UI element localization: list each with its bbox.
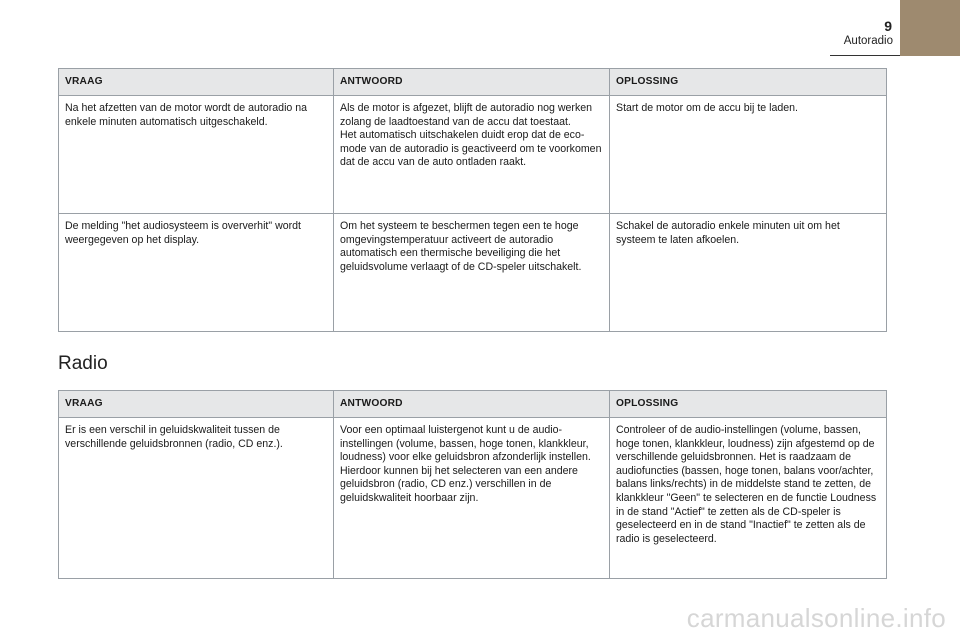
chapter-title: Autoradio bbox=[843, 35, 893, 47]
table-header-row bbox=[59, 391, 887, 418]
column-header-answer: ANTWOORD bbox=[334, 69, 610, 96]
column-header-question: VRAAG bbox=[59, 69, 334, 96]
answer-cell: Voor een optimaal luistergenot kunt u de audio-instellingen (volume, bassen, hoge tonen, klankkleur, loudness) voor elke geluidsbron afzonderlijk instellen. Hierdoor kunnen bij het selecteren van een andere geluidsbron (radio, CD enz.) verschillen in de geluidskwaliteit hoorbaar zijn. bbox=[334, 418, 610, 579]
table-header-row bbox=[59, 69, 887, 96]
answer-cell: Om het systeem te beschermen tegen een te hoge omgevingstemperatuur activeert de autoradio automatisch een thermische beveiliging die het geluidsvolume verlaagt of de CD-speler uitschakelt. bbox=[334, 214, 610, 332]
section-title-radio: Radio bbox=[58, 353, 108, 374]
troubleshooting-table-radio bbox=[58, 390, 887, 579]
question-cell: Na het afzetten van de motor wordt de autoradio na enkele minuten automatisch uitgeschakeld. bbox=[59, 96, 334, 214]
page-corner-tab bbox=[900, 0, 960, 56]
column-header-solution: OPLOSSING bbox=[610, 69, 887, 96]
table-row bbox=[59, 96, 887, 214]
column-header-answer: ANTWOORD bbox=[334, 391, 610, 418]
solution-cell: Start de motor om de accu bij te laden. bbox=[610, 96, 887, 214]
watermark-text: carmanualsonline.info bbox=[686, 603, 946, 633]
column-header-solution: OPLOSSING bbox=[610, 391, 887, 418]
troubleshooting-table-general bbox=[58, 68, 887, 332]
column-header-question: VRAAG bbox=[59, 391, 334, 418]
page-number: 9 bbox=[884, 18, 892, 34]
solution-cell: Controleer of de audio-instellingen (volume, bassen, hoge tonen, klankkleur, loudness) zijn afgestemd op de verschillende geluidsbronnen. Het is raadzaam de audiofuncties (bassen, hoge tonen, balans voor/achter, balans links/rechts) in de middelste stand te zetten, de klankkleur "Geen" te selecteren en de functie Loudness in de stand "Actief" te zetten als de CD-speler is geselecteerd en in de stand "Inactief" te zetten als de radio is geselecteerd. bbox=[610, 418, 887, 579]
table-row bbox=[59, 418, 887, 579]
table-row bbox=[59, 214, 887, 332]
question-cell: Er is een verschil in geluidskwaliteit tussen de verschillende geluidsbronnen (radio, CD enz.). bbox=[59, 418, 334, 579]
answer-cell: Als de motor is afgezet, blijft de autoradio nog werken zolang de laadtoestand van de accu dat toestaat. Het automatisch uitschakelen duidt erop dat de eco-mode van de autoradio is geactiveerd om te voorkomen dat de accu van de auto ontladen raakt. bbox=[334, 96, 610, 214]
question-cell: De melding "het audiosysteem is oververhit" wordt weergegeven op het display. bbox=[59, 214, 334, 332]
header-divider bbox=[830, 55, 900, 56]
solution-cell: Schakel de autoradio enkele minuten uit om het systeem te laten afkoelen. bbox=[610, 214, 887, 332]
